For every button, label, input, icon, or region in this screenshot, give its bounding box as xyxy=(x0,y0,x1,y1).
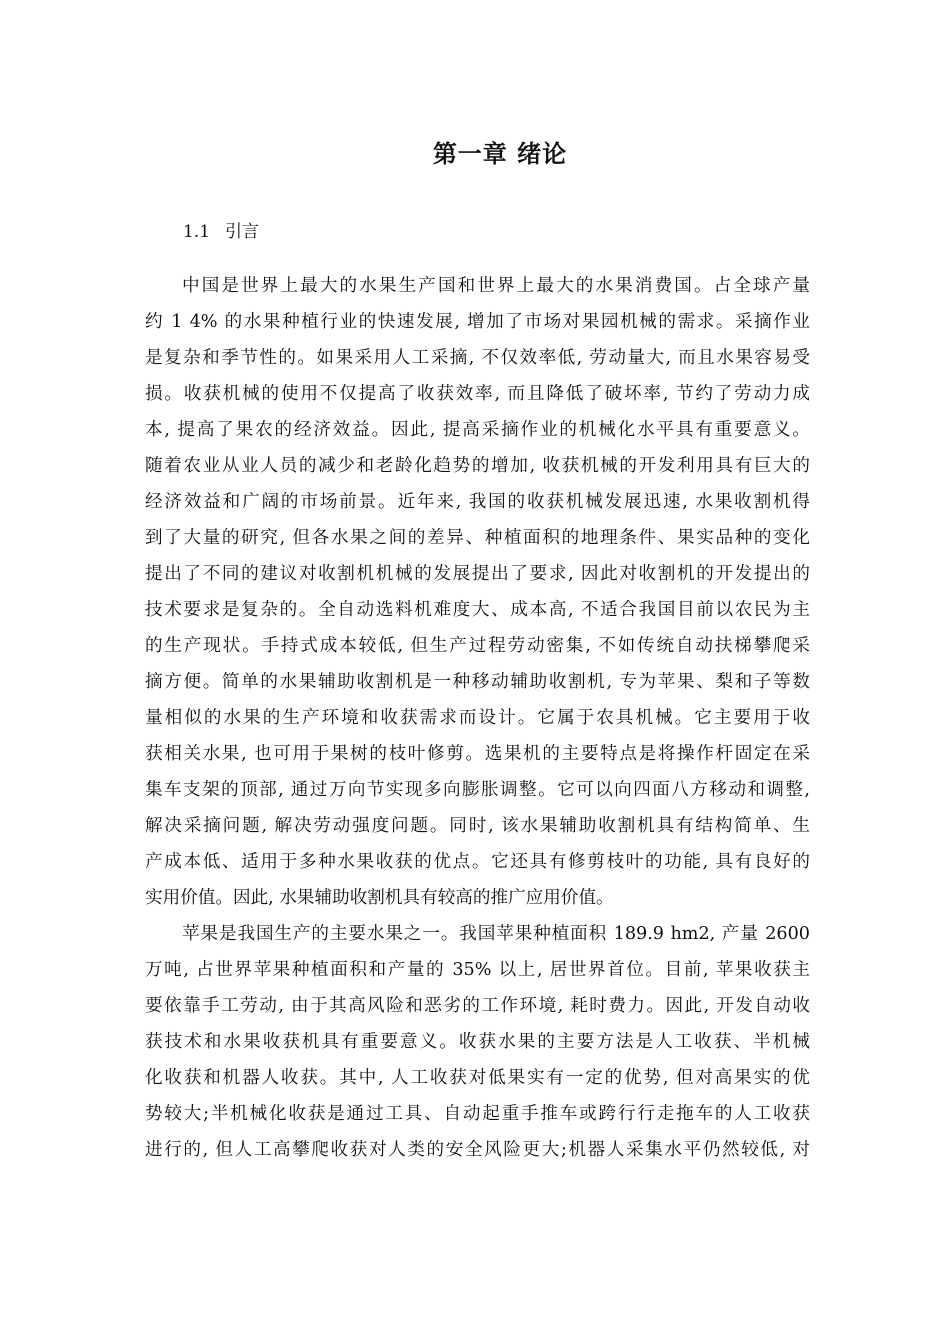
text-line: 提出了不同的建议对收割机机械的发展提出了要求, 因此对收割机的开发提出的 xyxy=(145,564,810,584)
text-line: 到了大量的研究, 但各水果之间的差异、种植面积的地理条件、果实品种的变化 xyxy=(145,528,810,548)
text-line: 势较大;半机械化收获是通过工具、自动起重手推车或跨行行走拖车的人工收获 xyxy=(145,1104,810,1124)
text-line: 本, 提高了果农的经济效益。因此, 提高采摘作业的机械化水平具有重要意义。 xyxy=(145,420,810,440)
text-line: 苹果是我国生产的主要水果之一。我国苹果种植面积 189.9 hm2, 产量 2600 xyxy=(182,924,810,944)
text-line: 解决采摘问题, 解决劳动强度问题。同时, 该水果辅助收割机具有结构简单、生 xyxy=(145,816,810,836)
chapter-title: 第一章 绪论 xyxy=(432,140,568,168)
text-line: 摘方便。简单的水果辅助收割机是一种移动辅助收割机, 专为苹果、梨和子等数 xyxy=(145,672,810,692)
text-line: 约 1 4% 的水果种植行业的快速发展, 增加了市场对果园机械的需求。采摘作业 xyxy=(145,312,810,332)
text-line: 量相似的水果的生产环境和收获需求而设计。它属于农具机械。它主要用于收 xyxy=(145,708,810,728)
text-line: 实用价值。因此, 水果辅助收割机具有较高的推广应用价值。 xyxy=(145,888,614,908)
text-line: 损。收获机械的使用不仅提高了收获效率, 而且降低了破坏率, 节约了劳动力成 xyxy=(145,384,810,404)
section-number: 1.1 xyxy=(183,222,211,242)
text-line: 要依靠手工劳动, 由于其高风险和恶劣的工作环境, 耗时费力。因此, 开发自动收 xyxy=(145,996,810,1016)
text-line: 中国是世界上最大的水果生产国和世界上最大的水果消费国。占全球产量 xyxy=(182,276,810,296)
text-line: 进行的, 但人工高攀爬收获对人类的安全风险更大;机器人采集水平仍然较低, 对 xyxy=(145,1140,810,1160)
text-line: 集车支架的顶部, 通过万向节实现多向膨胀调整。它可以向四面八方移动和调整, xyxy=(145,780,810,800)
text-line: 技术要求是复杂的。全自动选料机难度大、成本高, 不适合我国目前以农民为主 xyxy=(145,600,810,620)
text-line: 产成本低、适用于多种水果收获的优点。它还具有修剪枝叶的功能, 具有良好的 xyxy=(145,852,810,872)
section-title: 引言 xyxy=(225,222,259,242)
text-line: 获技术和水果收获机具有重要意义。收获水果的主要方法是人工收获、半机械 xyxy=(145,1032,810,1052)
text-line: 万吨, 占世界苹果种植面积和产量的 35% 以上, 居世界首位。目前, 苹果收获主 xyxy=(145,960,810,980)
text-line: 是复杂和季节性的。如果采用人工采摘, 不仅效率低, 劳动量大, 而且水果容易受 xyxy=(145,348,810,368)
text-line: 的生产现状。手持式成本较低, 但生产过程劳动密集, 不如传统自动扶梯攀爬采 xyxy=(145,636,810,656)
text-line: 随着农业从业人员的减少和老龄化趋势的增加, 收获机械的开发利用具有巨大的 xyxy=(145,456,810,476)
body-text xyxy=(145,268,810,1168)
section-heading xyxy=(183,217,259,242)
text-line: 化收获和机器人收获。其中, 人工收获对低果实有一定的优势, 但对高果实的优 xyxy=(145,1068,810,1088)
text-line: 获相关水果, 也可用于果树的枝叶修剪。选果机的主要特点是将操作杆固定在采 xyxy=(145,744,810,764)
text-line: 经济效益和广阔的市场前景。近年来, 我国的收获机械发展迅速, 水果收割机得 xyxy=(145,492,810,512)
